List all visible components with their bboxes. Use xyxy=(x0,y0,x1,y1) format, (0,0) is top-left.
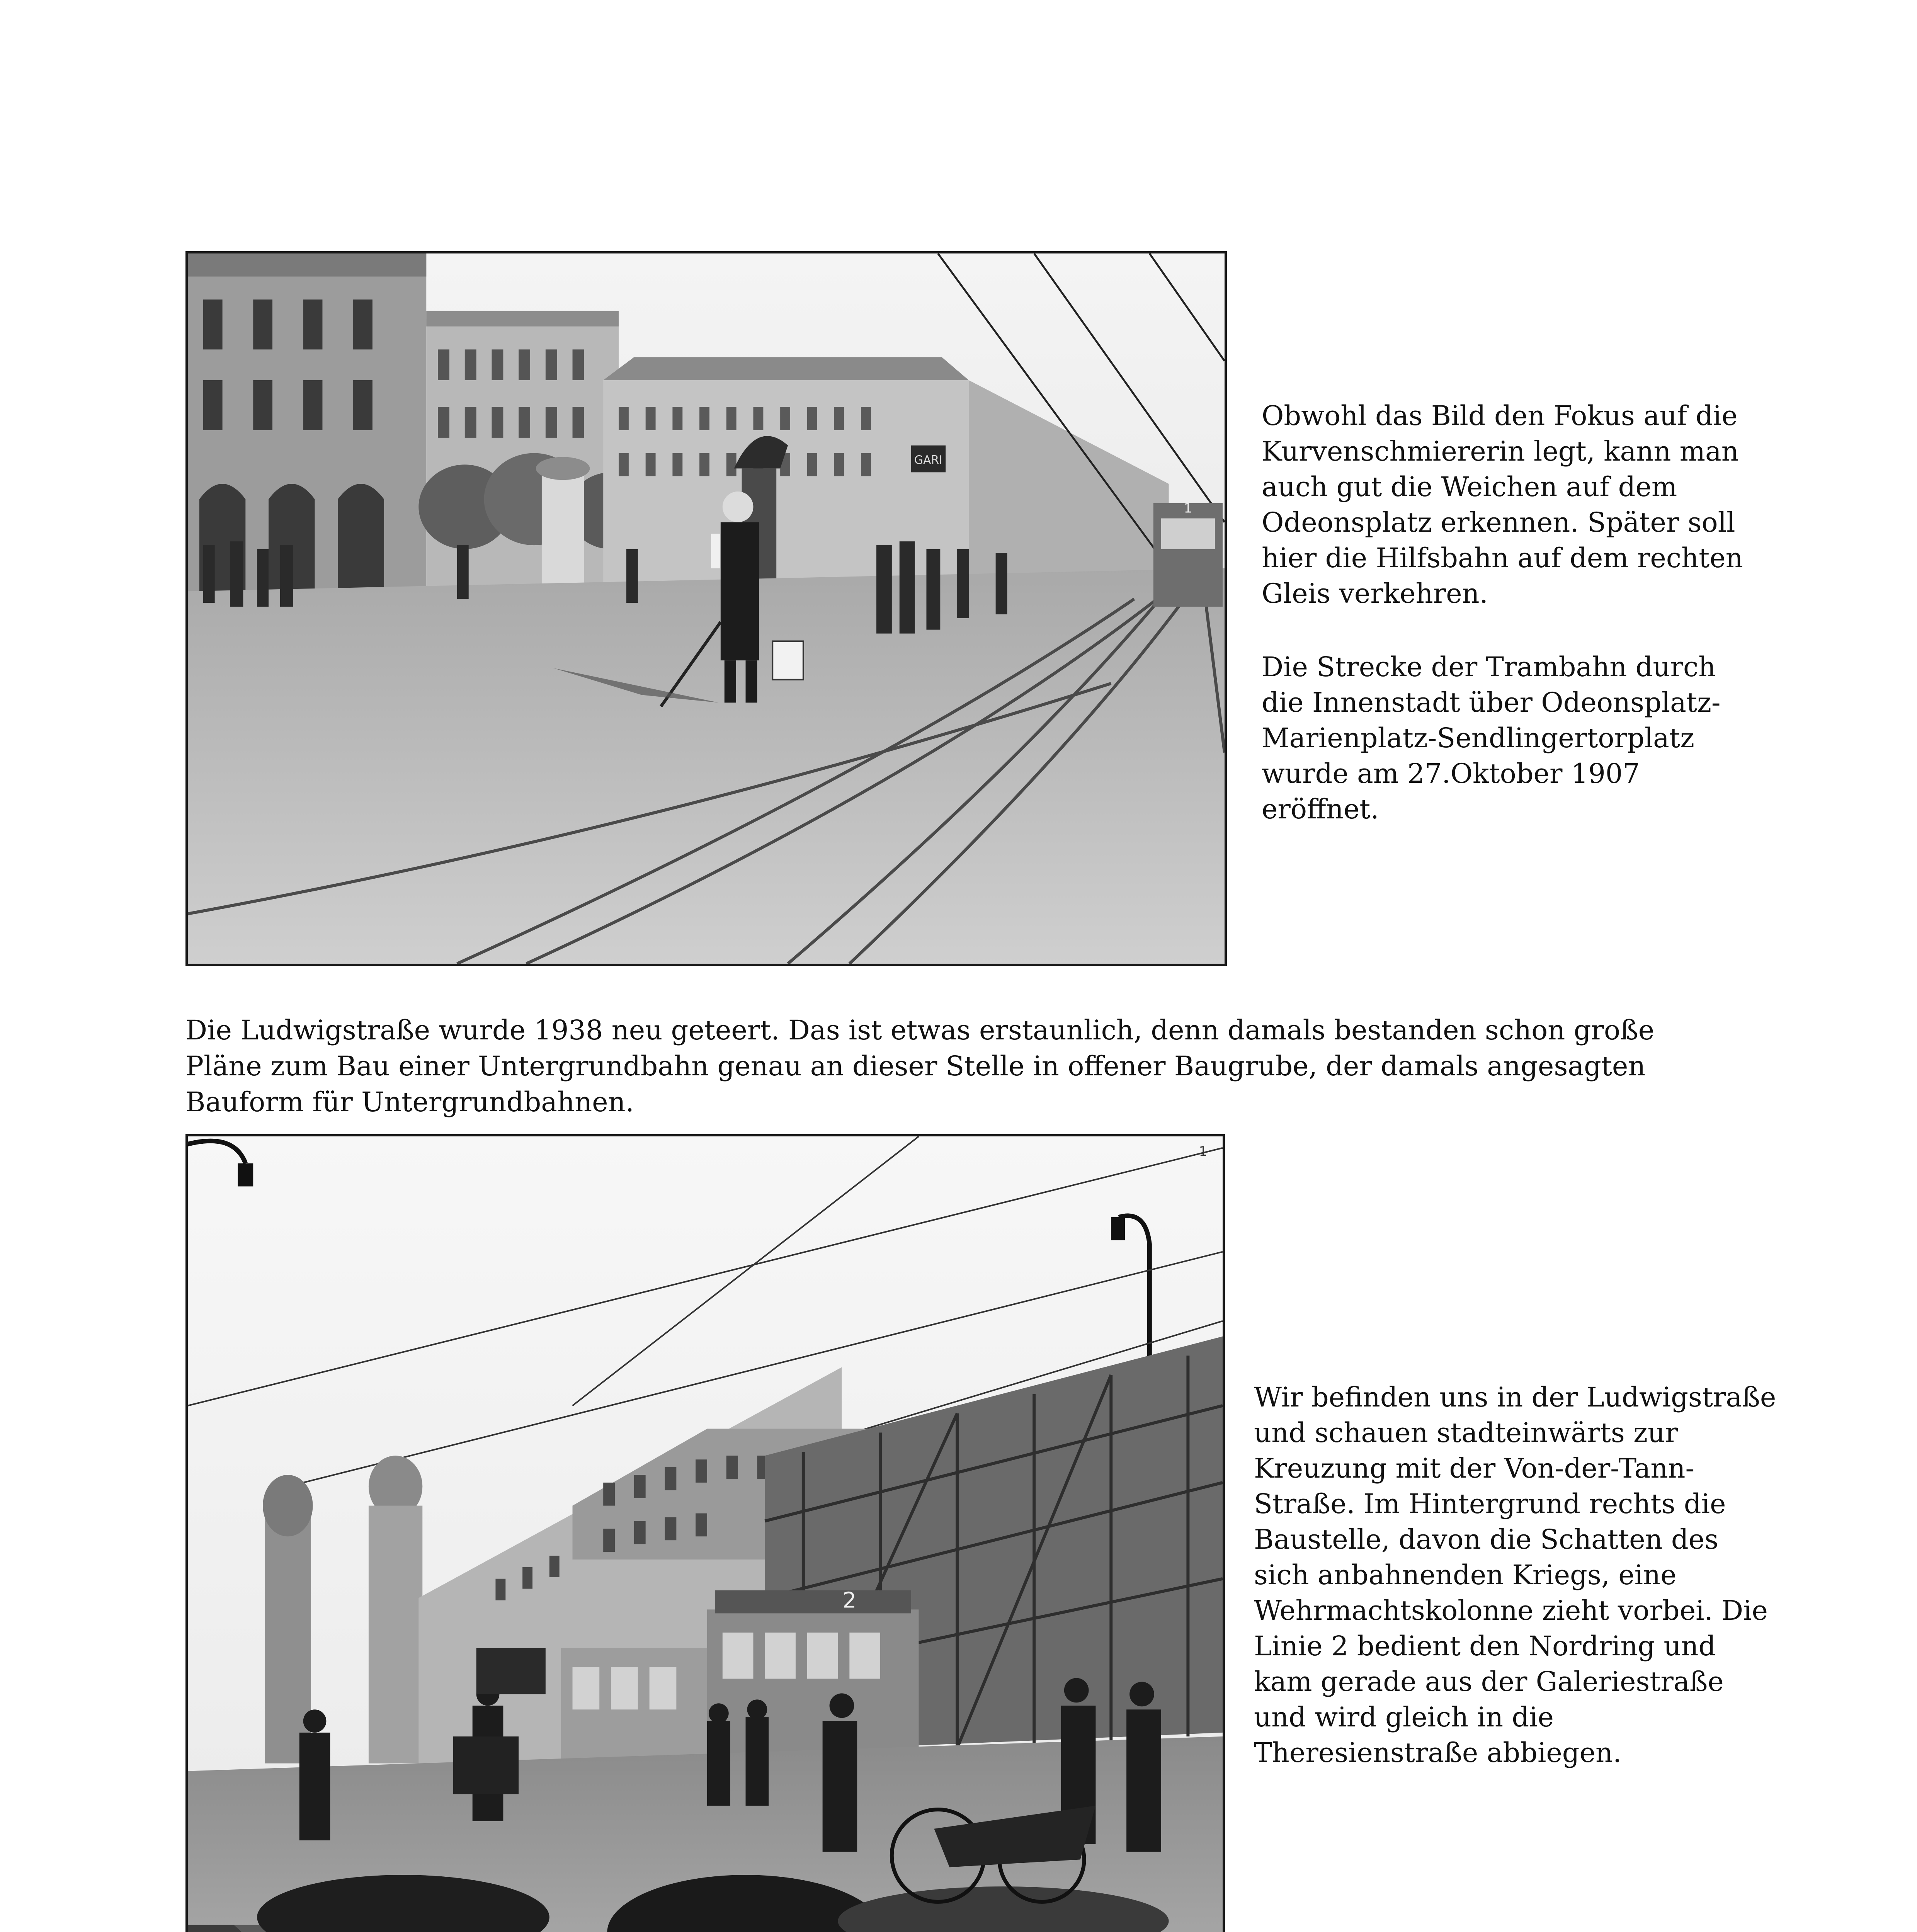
shop-sign-text: GARI xyxy=(914,453,942,467)
figure1-caption-paragraph: Obwohl das Bild den Fokus auf die Kurvenschmiererin legt, kann man auch gut die Weichen auf dem Odeonsplatz erkennen. Später soll hier die Hilfsbahn auf dem rechten Gleis verkehren. xyxy=(1262,400,1743,609)
tram-number: 1 xyxy=(1184,500,1192,516)
odeonsplatz-photo-drawing xyxy=(188,253,1225,964)
figure2-caption: Wir befinden uns in der Ludwigstraße und schauen stadteinwärts zur Kreuzung mit der Von-der-Tann-Straße. Im Hintergrund rechts die Baustelle, davon die Schatten des sich anbahnenden Kriegs, eine Wehrmachtskolonne zieht vorbei. Die Linie 2 bedient den Nordring und kam gerade aus der Galeriestraße und wird gleich in die Theresienstraße abbiegen. xyxy=(1254,1381,1776,1769)
odeonsplatz-photo xyxy=(185,251,1227,966)
paragraph-ludwigstrasse-teer: Die Ludwigstraße wurde 1938 neu geteert. Das ist etwas erstaunlich, denn damals bestanden schon große Pläne zum Bau einer Untergrundbahn genau an dieser Stelle in offener Baugrube, der damals angesagten Bauform für Untergrundbahnen. xyxy=(185,1014,1655,1118)
photo-corner-mark: 1 xyxy=(1199,1143,1208,1159)
tram-line-number: 2 xyxy=(842,1588,857,1613)
ludwigstrasse-photo xyxy=(185,1134,1225,1932)
figure1-caption-paragraph: Die Strecke der Trambahn durch die Innenstadt über Odeonsplatz-Marienplatz-Sendlingertorplatz wurde am 27.Oktober 1907 eröffnet. xyxy=(1262,651,1721,825)
figure1-caption xyxy=(1262,398,1764,865)
ludwigstrasse-photo-drawing xyxy=(188,1136,1223,1932)
